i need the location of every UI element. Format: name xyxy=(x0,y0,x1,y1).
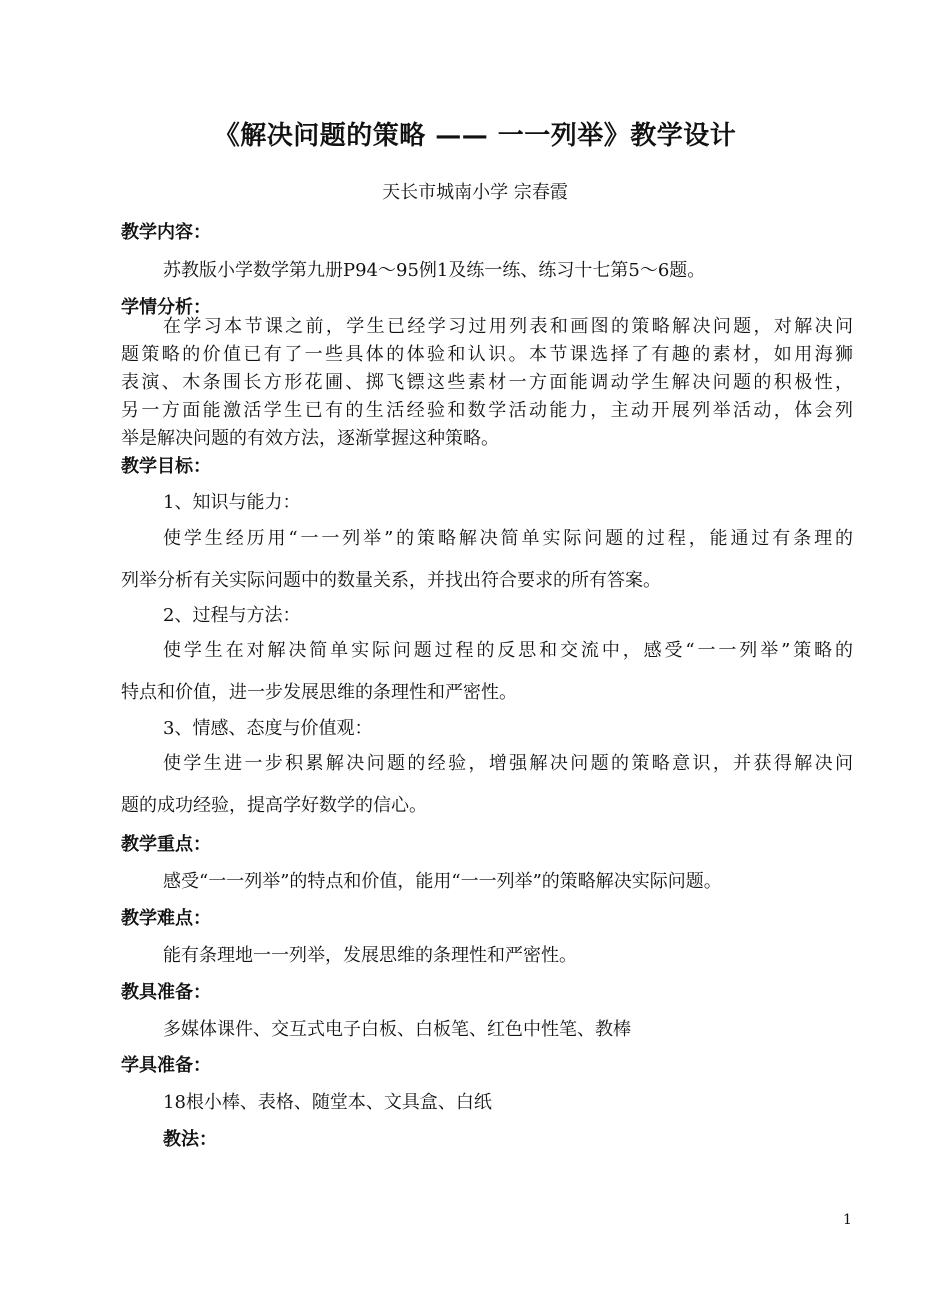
difficulties-text: 能有条理地一一列举，发展思维的条理性和严密性。 xyxy=(163,945,577,966)
goal1-line: 列举分析有关实际问题中的数量关系，并找出符合要求的所有答案。 xyxy=(121,570,661,591)
document-author: 天长市城南小学 宗春霞 xyxy=(382,182,568,203)
key-points-text: 感受“一一列举”的特点和价值，能用“一一列举”的策略解决实际问题。 xyxy=(163,871,722,892)
goal3-paragraph xyxy=(121,743,853,827)
goal3-line: 使学生进一步积累解决问题的经验，增强解决问题的策略意识，并获得解决问 xyxy=(163,753,853,774)
analysis-line: 表演、木条围长方形花圃、掷飞镖这些素材一方面能调动学生解决问题的积极性， xyxy=(121,372,853,393)
analysis-line: 题策略的价值已有了一些具体的体验和认识。本节课选择了有趣的素材，如用海狮 xyxy=(121,344,853,365)
goal2-line: 特点和价值，进一步发展思维的条理性和严密性。 xyxy=(121,682,517,703)
student-tools-text: 18根小棒、表格、随堂本、文具盒、白纸 xyxy=(163,1092,492,1113)
page-number: 1 xyxy=(843,1212,852,1228)
goal3-line: 题的成功经验，提高学好数学的信心。 xyxy=(121,795,427,816)
student-analysis-paragraph xyxy=(121,313,853,453)
heading-teacher-tools: 教具准备： xyxy=(121,982,211,1003)
heading-student-tools: 学具准备： xyxy=(121,1055,211,1076)
heading-teaching-method: 教法： xyxy=(163,1129,217,1150)
goal1-title: 1、知识与能力： xyxy=(163,492,301,513)
goal2-paragraph xyxy=(121,630,853,714)
goal2-line: 使学生在对解决简单实际问题过程的反思和交流中，感受“一一列举”策略的 xyxy=(163,640,853,661)
analysis-line: 举是解决问题的有效方法，逐渐掌握这种策略。 xyxy=(121,428,499,449)
analysis-line: 在学习本节课之前，学生已经学习过用列表和画图的策略解决问题，对解决问 xyxy=(163,316,853,337)
analysis-line: 另一方面能激活学生已有的生活经验和数学活动能力，主动开展列举活动，体会列 xyxy=(121,400,853,421)
heading-student-analysis: 学情分析： xyxy=(121,297,211,318)
teaching-content-text: 苏教版小学数学第九册P94～95例1及练一练、练习十七第5～6题。 xyxy=(163,260,706,281)
heading-difficulties: 教学难点： xyxy=(121,908,211,929)
goal2-title: 2、过程与方法： xyxy=(163,605,301,626)
teacher-tools-text: 多媒体课件、交互式电子白板、白板笔、红色中性笔、教棒 xyxy=(163,1019,631,1040)
heading-teaching-goals: 教学目标： xyxy=(121,456,211,477)
goal1-paragraph xyxy=(121,518,853,602)
goal3-title: 3、情感、态度与价值观： xyxy=(163,718,373,739)
heading-key-points: 教学重点： xyxy=(121,834,211,855)
document-title: 《解决问题的策略 —— 一一列举》教学设计 xyxy=(213,121,737,151)
goal1-line: 使学生经历用“一一列举”的策略解决简单实际问题的过程，能通过有条理的 xyxy=(163,528,853,549)
heading-teaching-content: 教学内容： xyxy=(121,222,211,243)
